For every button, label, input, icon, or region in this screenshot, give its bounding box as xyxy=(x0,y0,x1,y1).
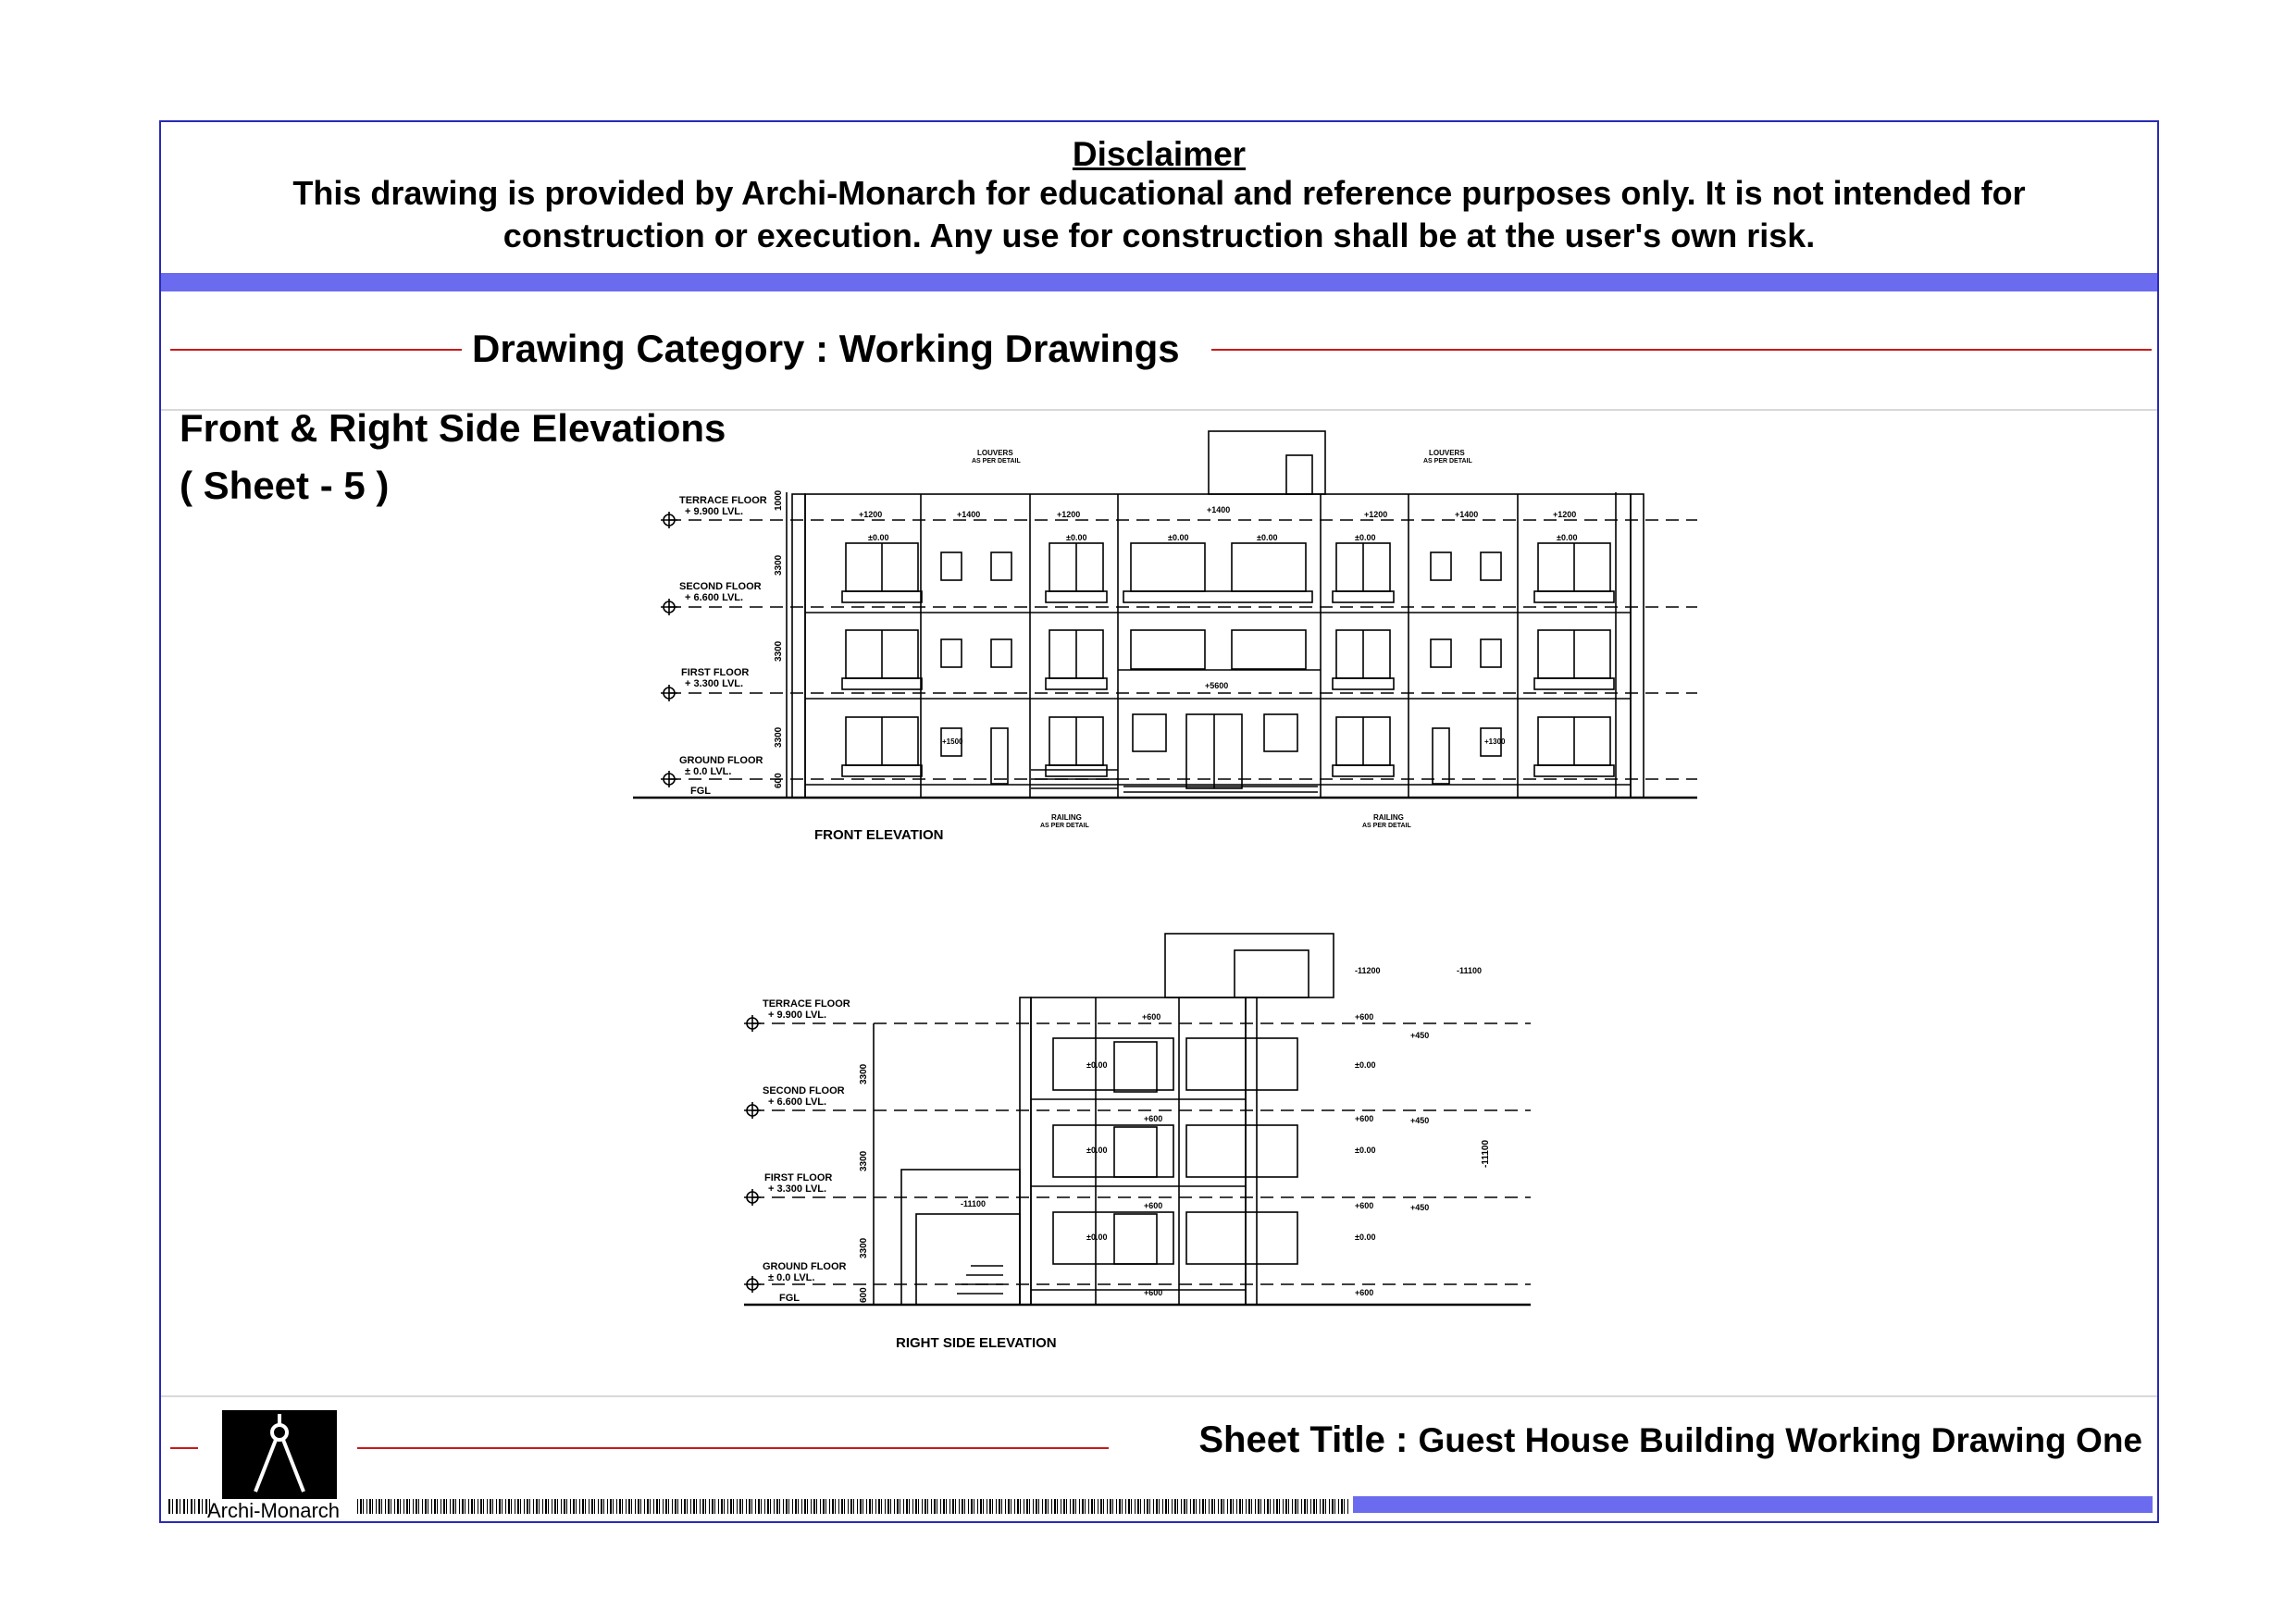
compass-icon xyxy=(222,1410,337,1499)
right-level-value-1: + 6.600 LVL. xyxy=(768,1096,827,1108)
right-mark-w-f: +600 xyxy=(1355,1201,1374,1210)
right-level-name-0: TERRACE FLOOR xyxy=(763,998,850,1010)
barcode-strip xyxy=(357,1499,1349,1514)
front-mark-door: +5600 xyxy=(1205,681,1229,690)
front-fgl: FGL xyxy=(690,786,711,797)
front-railing-note-left: RAILING xyxy=(1051,813,1082,822)
right-mark-w-c: +600 xyxy=(1144,1114,1163,1123)
barcode-strip-left xyxy=(168,1499,213,1514)
front-mark-w2-b: +1400 xyxy=(1207,505,1231,514)
front-mark-side1: +1500 xyxy=(942,737,963,746)
right-level-name-3: GROUND FLOOR xyxy=(763,1261,847,1272)
right-mark-c-f: ±0.00 xyxy=(1355,1233,1376,1242)
front-dim-floor-2: 3300 xyxy=(774,554,784,576)
right-mark-top2: -11100 xyxy=(1457,966,1483,975)
right-mark-top1: -11200 xyxy=(1355,966,1381,975)
disclaimer-text: This drawing is provided by Archi-Monarch for educational and reference purposes only. It is not intended for construction or execution. Any use for construction shall be at the user's own risk. xyxy=(292,174,2026,254)
front-mark-side2: +1300 xyxy=(1484,737,1506,746)
front-mark-w1-b: +1200 xyxy=(1057,510,1081,519)
right-mark-c-e: ±0.00 xyxy=(1086,1233,1108,1242)
right-mark-c-a: ±0.00 xyxy=(1086,1060,1108,1070)
front-mark-c-b: ±0.00 xyxy=(1066,533,1087,542)
front-louvers-note-right: LOUVERS xyxy=(1429,449,1465,457)
right-mark-w-b: +600 xyxy=(1355,1012,1374,1022)
right-mark-w-a: +600 xyxy=(1142,1012,1161,1022)
footer-rule-middle xyxy=(357,1447,1109,1449)
right-mark-w-d: +600 xyxy=(1355,1114,1374,1123)
front-level-name-2: FIRST FLOOR xyxy=(681,667,750,678)
right-mark-side: -11100 xyxy=(1481,1139,1491,1168)
right-dim-floor-2: 3300 xyxy=(859,1063,869,1084)
front-level-value-3: ± 0.0 LVL. xyxy=(685,766,732,777)
front-elevation xyxy=(633,431,1697,798)
right-fgl: FGL xyxy=(779,1293,800,1304)
front-level-name-3: GROUND FLOOR xyxy=(679,755,763,766)
right-mark-v-c: +450 xyxy=(1410,1203,1430,1212)
front-mark-c-f: ±0.00 xyxy=(1557,533,1578,542)
sheet-title-label: Sheet Title : xyxy=(1198,1419,1419,1460)
front-louvers-detail-left: AS PER DETAIL xyxy=(972,458,1021,465)
footer xyxy=(161,1395,2157,1525)
right-level-value-3: ± 0.0 LVL. xyxy=(768,1272,815,1283)
front-mark-c-a: ±0.00 xyxy=(868,533,889,542)
front-level-value-0: + 9.900 LVL. xyxy=(685,506,744,517)
right-mark-w-h: +600 xyxy=(1355,1288,1374,1297)
front-dim-floor-0: 3300 xyxy=(774,726,784,748)
right-mark-c-b: ±0.00 xyxy=(1355,1060,1376,1070)
front-mark-c-e: ±0.00 xyxy=(1355,533,1376,542)
front-level-name-1: SECOND FLOOR xyxy=(679,581,762,592)
front-dim-plinth: 600 xyxy=(774,773,784,788)
front-railing-note-right: RAILING xyxy=(1373,813,1404,822)
front-elevation-caption: FRONT ELEVATION xyxy=(814,827,944,843)
front-mark-w2-a: +1400 xyxy=(957,510,981,519)
front-mark-w1-d: +1200 xyxy=(1553,510,1577,519)
front-level-name-0: TERRACE FLOOR xyxy=(679,495,767,506)
archi-monarch-logo xyxy=(222,1410,337,1499)
right-level-name-1: SECOND FLOOR xyxy=(763,1085,845,1096)
drawing-sheet xyxy=(159,120,2159,1523)
logo-text: Archi-Monarch xyxy=(207,1499,341,1522)
right-dim-plinth: 600 xyxy=(859,1287,869,1303)
right-mark-v-a: +450 xyxy=(1410,1031,1430,1040)
front-level-value-2: + 3.300 LVL. xyxy=(685,678,744,689)
right-mark-c-d: ±0.00 xyxy=(1355,1146,1376,1155)
drawing-category: Drawing Category : Working Drawings xyxy=(472,327,1180,370)
footer-rule-left xyxy=(170,1447,198,1449)
right-level-value-0: + 9.900 LVL. xyxy=(768,1010,827,1021)
sheet-title-value: Guest House Building Working Drawing One xyxy=(1418,1421,2142,1459)
bottom-band xyxy=(1353,1496,2153,1513)
right-mark-v-b: +450 xyxy=(1410,1116,1430,1125)
front-mark-w2-c: +1400 xyxy=(1455,510,1479,519)
right-mark-garage: -11100 xyxy=(961,1199,987,1208)
right-mark-c-c: ±0.00 xyxy=(1086,1146,1108,1155)
front-louvers-note-left: LOUVERS xyxy=(977,449,1013,457)
right-level-value-2: + 3.300 LVL. xyxy=(768,1183,827,1195)
right-mark-w-e: +600 xyxy=(1144,1201,1163,1210)
front-railing-detail-right: AS PER DETAIL xyxy=(1362,823,1411,829)
right-dim-floor-1: 3300 xyxy=(859,1150,869,1171)
front-railing-detail-left: AS PER DETAIL xyxy=(1040,823,1089,829)
front-dim-floor-1: 3300 xyxy=(774,640,784,662)
front-mark-c-c: ±0.00 xyxy=(1168,533,1189,542)
disclaimer-title: Disclaimer xyxy=(1072,135,1247,173)
front-louvers-detail-right: AS PER DETAIL xyxy=(1423,458,1472,465)
right-mark-w-g: +600 xyxy=(1144,1288,1163,1297)
sheet-title xyxy=(1198,1419,2142,1461)
right-dim-floor-0: 3300 xyxy=(859,1237,869,1258)
front-mark-w1-a: +1200 xyxy=(859,510,883,519)
front-mark-w1-c: +1200 xyxy=(1364,510,1388,519)
sheet-heading-title: Front & Right Side Elevations xyxy=(180,406,726,450)
right-level-name-2: FIRST FLOOR xyxy=(764,1172,833,1183)
front-mark-c-d: ±0.00 xyxy=(1257,533,1278,542)
front-dim-parapet: 1000 xyxy=(774,489,784,511)
sheet-heading-number: ( Sheet - 5 ) xyxy=(180,464,390,507)
right-elevation-caption: RIGHT SIDE ELEVATION xyxy=(896,1335,1057,1351)
front-level-value-1: + 6.600 LVL. xyxy=(685,592,744,603)
elevation-drawings xyxy=(161,122,2161,1399)
